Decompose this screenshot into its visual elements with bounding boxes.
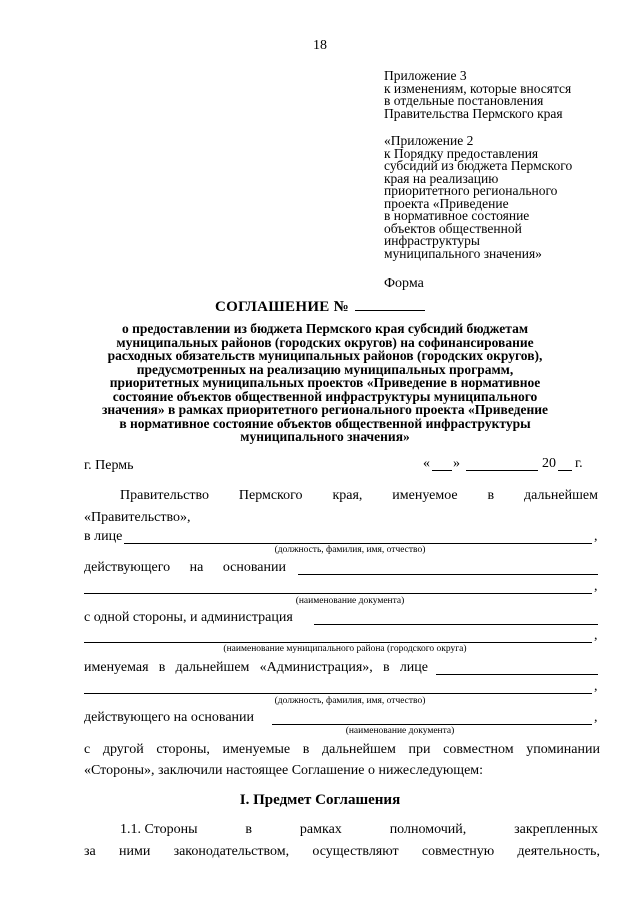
agreement-title xyxy=(0,296,640,316)
word: упоминании xyxy=(526,742,600,757)
subtitle-line: предусмотренных на реализацию муниципальных программ, xyxy=(136,361,514,377)
word: осуществляют xyxy=(312,844,399,859)
word: лице xyxy=(399,660,428,675)
appendix-2-line: «Приложение 2 xyxy=(384,133,474,148)
administration-field[interactable] xyxy=(314,624,598,625)
date-year-suffix: г. xyxy=(575,456,583,471)
date-day-field[interactable] xyxy=(432,470,452,471)
word: при xyxy=(408,742,431,757)
word: совместном xyxy=(443,742,514,757)
appendix-2-line: субсидий из бюджета Пермского xyxy=(384,158,573,173)
page-number: 18 xyxy=(313,38,327,53)
official-caption-2: (должность, фамилия, имя, отчество) xyxy=(274,696,426,706)
clause-1-1-line-1 xyxy=(120,822,598,838)
subtitle-line: состояние объектов общественной инфраструктуры муниципального xyxy=(112,388,538,404)
party1-intro-line xyxy=(120,488,598,504)
basis-document-field[interactable] xyxy=(298,574,598,575)
basis-document-field-continued[interactable] xyxy=(84,593,592,594)
subtitle-line: муниципального значения» xyxy=(240,429,410,444)
comma: , xyxy=(594,579,598,594)
word: совместную xyxy=(421,844,495,859)
word: за xyxy=(84,844,96,859)
agreement-subtitle xyxy=(70,322,580,444)
word: 1.1. Стороны xyxy=(120,822,198,837)
v-litse-label: в лице xyxy=(84,529,123,544)
municipality-caption: (наименование муниципального района (городского округа) xyxy=(223,644,467,654)
official-field[interactable] xyxy=(124,543,592,544)
word: стороны, xyxy=(156,742,210,757)
word: основании xyxy=(222,560,286,575)
word: дальнейшем xyxy=(524,488,598,503)
appendix-3-line: к изменениям, которые вносятся xyxy=(384,80,572,96)
comma: , xyxy=(594,679,598,694)
word: именуемое xyxy=(392,488,458,503)
agreement-title-text: СОГЛАШЕНИЕ № xyxy=(214,299,350,315)
subtitle-line: расходных обязательств муниципальных районов (городских округов), xyxy=(107,348,543,363)
appendix-2-line: края на реализацию xyxy=(384,170,499,186)
word: Правительство xyxy=(120,488,209,503)
subtitle-line: о предоставлении из бюджета Пермского края субсидий бюджетам xyxy=(121,321,529,336)
agreement-number-field[interactable] xyxy=(355,296,425,311)
word: «Администрация», xyxy=(259,660,373,675)
appendix-2-line: проекта «Приведение xyxy=(384,195,509,211)
acting-basis-2-text: действующего на основании xyxy=(84,710,255,725)
word: с xyxy=(84,742,91,757)
official-caption: (должность, фамилия, имя, отчество) xyxy=(274,545,426,555)
word: именуемые xyxy=(222,742,291,757)
comma: , xyxy=(594,529,598,544)
word: законодательством, xyxy=(173,844,290,859)
appendix-2-block xyxy=(384,135,572,260)
date-year-prefix: 20 xyxy=(542,456,556,471)
admin-basis-document-field[interactable] xyxy=(272,724,592,725)
word: в xyxy=(383,660,390,675)
word: в xyxy=(302,742,310,757)
appendix-2-line: инфраструктуры xyxy=(384,233,480,248)
word: другой xyxy=(102,742,144,757)
word: закрепленных xyxy=(514,822,598,837)
word: края, xyxy=(332,488,363,503)
subtitle-line: приоритетных муниципальных проектов «Приведение в нормативное xyxy=(109,375,541,390)
appendix-2-line: муниципального значения» xyxy=(384,245,542,261)
administration-field-continued[interactable] xyxy=(84,642,592,643)
clause-1-1-line-2 xyxy=(84,844,600,860)
word: ними xyxy=(118,844,151,859)
word: в xyxy=(487,488,495,503)
word: полномочий, xyxy=(389,822,467,837)
one-side-text: с одной стороны, и администрация xyxy=(84,610,293,625)
appendix-3-line: Правительства Пермского края xyxy=(384,105,563,121)
appendix-2-line: приоритетного регионального xyxy=(384,183,558,198)
appendix-2-line: к Порядку предоставления xyxy=(384,145,539,161)
appendix-3-line: Приложение 3 xyxy=(384,68,467,83)
word: в xyxy=(158,660,166,675)
comma: , xyxy=(594,628,598,643)
subtitle-line: значения» в рамках приоритетного регионального проекта «Приведение xyxy=(101,402,549,417)
document-caption: (наименование документа) xyxy=(295,596,405,606)
administration-naming-line xyxy=(84,660,428,676)
word: на xyxy=(189,560,204,575)
subtitle-line: муниципальных районов (городских округов) на софинансирование xyxy=(116,334,534,350)
section-1-title: I. Предмет Соглашения xyxy=(239,792,401,808)
document-caption-2: (наименование документа) xyxy=(345,726,455,736)
appendix-3-block xyxy=(384,70,571,120)
party1-name: «Правительство», xyxy=(84,510,191,525)
date-year-field[interactable] xyxy=(558,470,572,471)
admin-official-field[interactable] xyxy=(436,674,598,675)
date-close-quote: » xyxy=(453,456,460,471)
admin-official-field-continued[interactable] xyxy=(84,693,592,694)
word: деятельность, xyxy=(517,844,600,859)
place-city: г. Пермь xyxy=(84,458,134,473)
other-side-line-2: «Стороны», заключили настоящее Соглашение о нижеследующем: xyxy=(84,763,484,778)
word: в xyxy=(245,822,253,837)
word: рамках xyxy=(299,822,342,837)
appendix-2-line: объектов общественной xyxy=(384,220,522,236)
word: дальнейшем xyxy=(175,660,250,675)
date-open-quote: « xyxy=(423,456,430,471)
acting-basis-line xyxy=(84,560,286,576)
comma: , xyxy=(594,710,598,725)
subtitle-line: в нормативное состояние объектов общественной инфраструктуры xyxy=(119,415,531,431)
word: действующего xyxy=(84,560,171,575)
other-side-line xyxy=(84,742,600,758)
date-month-field[interactable] xyxy=(466,470,538,471)
appendix-3-line: в отдельные постановления xyxy=(384,93,544,108)
word: Пермского xyxy=(238,488,303,503)
form-label: Форма xyxy=(384,276,424,291)
appendix-2-line: в нормативное состояние xyxy=(384,208,530,223)
word: дальнейшем xyxy=(322,742,396,757)
word: именуемая xyxy=(84,660,149,675)
